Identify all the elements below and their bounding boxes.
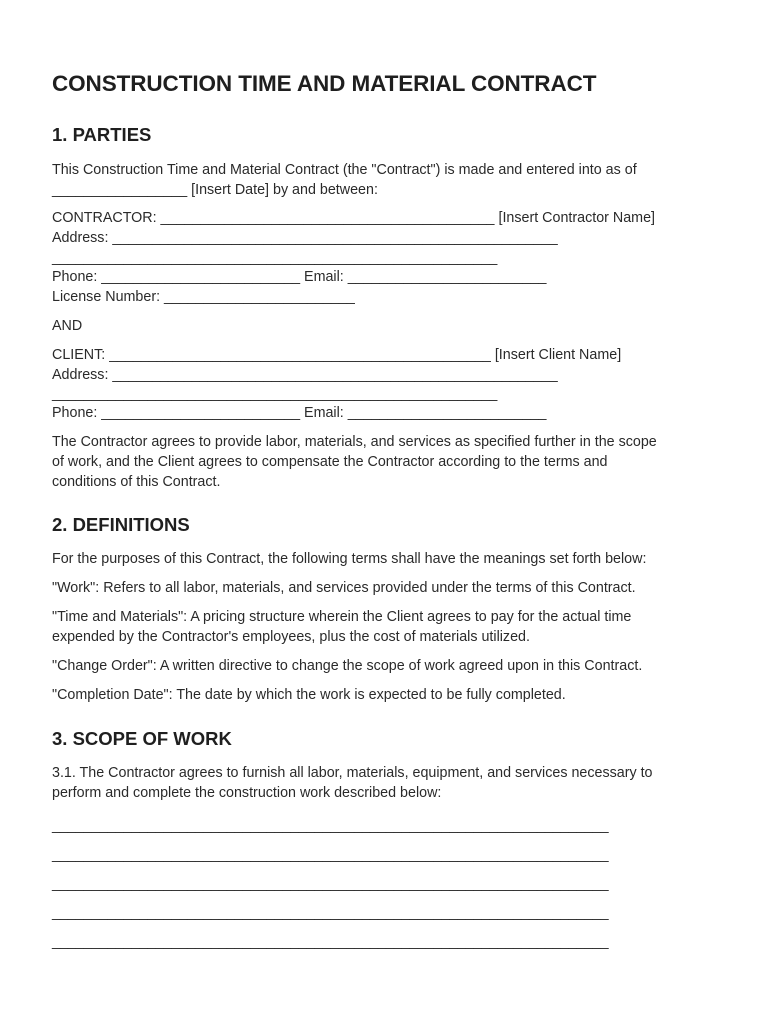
document-title: CONSTRUCTION TIME AND MATERIAL CONTRACT xyxy=(52,71,597,96)
scope-blank-line: ______________________________________________________________________ xyxy=(52,934,609,950)
definitions-intro: For the purposes of this Contract, the following terms shall have the meanings set forth below: xyxy=(52,551,647,567)
contractor-license-line: License Number: ________________________ xyxy=(52,289,355,305)
scope-blank-line: ______________________________________________________________________ xyxy=(52,818,609,834)
contractor-address-line: Address: ________________________________________________________ xyxy=(52,230,558,246)
client-address-line: Address: ________________________________________________________ xyxy=(52,367,558,383)
agreement-line-2: of work, and the Client agrees to compensate the Contractor according to the terms and xyxy=(52,454,608,470)
definition-time-materials-line-2: expended by the Contractor's employees, plus the cost of materials utilized. xyxy=(52,629,530,645)
scope-para-line-2: perform and complete the construction work described below: xyxy=(52,785,442,801)
definition-work: "Work": Refers to all labor, materials, and services provided under the terms of this Contract. xyxy=(52,580,636,596)
section-heading-parties: 1. PARTIES xyxy=(52,124,152,145)
scope-blank-line: ______________________________________________________________________ xyxy=(52,905,609,921)
scope-para-line-1: 3.1. The Contractor agrees to furnish all labor, materials, equipment, and services necessary to xyxy=(52,765,653,781)
definition-time-materials-line-1: "Time and Materials": A pricing structure wherein the Client agrees to pay for the actual time xyxy=(52,609,632,625)
contractor-address-line-2: ________________________________________________________ xyxy=(52,250,498,266)
definition-change-order: "Change Order": A written directive to change the scope of work agreed upon in this Contract. xyxy=(52,658,643,674)
definition-completion-date: "Completion Date": The date by which the work is expected to be fully completed. xyxy=(52,687,566,703)
scope-blank-line: ______________________________________________________________________ xyxy=(52,847,609,863)
scope-blank-line: ______________________________________________________________________ xyxy=(52,876,609,892)
section-heading-definitions: 2. DEFINITIONS xyxy=(52,514,190,535)
parties-intro-line-1: This Construction Time and Material Contract (the "Contract") is made and entered into as of xyxy=(52,162,637,178)
agreement-line-3: conditions of this Contract. xyxy=(52,474,221,490)
client-address-line-2: ________________________________________________________ xyxy=(52,386,498,402)
parties-intro-line-2: _________________ [Insert Date] by and between: xyxy=(52,182,378,198)
client-phone-email-line: Phone: _________________________ Email: _________________________ xyxy=(52,405,547,421)
section-heading-scope: 3. SCOPE OF WORK xyxy=(52,728,232,749)
client-name-line: CLIENT: ________________________________________________ [Insert Client Name] xyxy=(52,347,622,363)
contractor-name-line: CONTRACTOR: __________________________________________ [Insert Contractor Name] xyxy=(52,210,656,226)
agreement-line-1: The Contractor agrees to provide labor, materials, and services as specified further in the scope xyxy=(52,434,657,450)
contractor-phone-email-line: Phone: _________________________ Email: _________________________ xyxy=(52,269,547,285)
and-separator: AND xyxy=(52,318,83,334)
